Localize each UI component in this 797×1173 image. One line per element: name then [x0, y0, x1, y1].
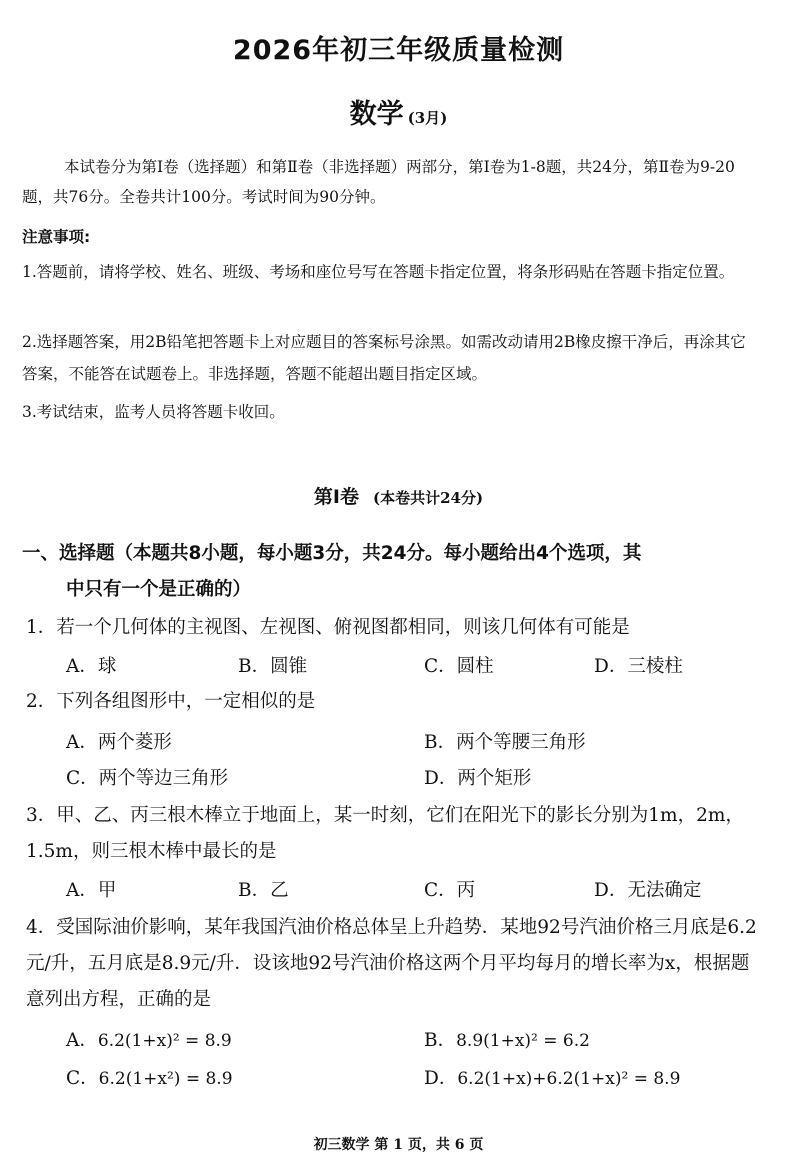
- page-footer: 初三数学 第 1 页，共 6 页: [313, 1137, 484, 1153]
- question-stem: 4．受国际油价影响，某年我国汽油价格总体呈上升趋势．某地92号汽油价格三月底是6.2元/升，五月底是8.9元/升．设该地92号汽油价格这两个月平均每月的增长率为x，根据题意列出方程，正确的是: [26, 917, 757, 1010]
- question-stem: 1．若一个几何体的主视图、左视图、俯视图都相同，则该几何体有可能是: [26, 617, 630, 638]
- option: A．两个菱形: [66, 732, 172, 753]
- option: B．两个等腰三角形: [424, 732, 586, 753]
- option-label: D．: [424, 1068, 458, 1089]
- note-item: 2.选择题答案，用2B铅笔把答题卡上对应题目的答案标号涂黑。如需改动请用2B橡皮擦干净后，再涂其它答案，不能答在试题卷上。非选择题，答题不能超出题目指定区域。: [22, 333, 746, 383]
- option-equation: 8.9(1+x)² = 6.2: [456, 1031, 590, 1051]
- option: C．两个等边三角形: [66, 768, 229, 789]
- option: B．圆锥: [238, 656, 308, 677]
- option-equation: 6.2(1+x)+6.2(1+x)² = 8.9: [457, 1069, 681, 1089]
- part-title: 第Ⅰ卷: [313, 486, 359, 508]
- subject-month: (3月): [407, 109, 448, 127]
- option: D．无法确定: [594, 880, 702, 901]
- option: D．两个矩形: [424, 768, 532, 789]
- option-label: B．: [424, 1030, 457, 1051]
- option-equation: 6.2(1+x)² = 8.9: [97, 1031, 232, 1051]
- notes-heading: 注意事项:: [22, 228, 91, 246]
- section-heading: [22, 536, 762, 608]
- question-stem: 3．甲、乙、丙三根木棒立于地面上，某一时刻，它们在阳光下的影长分别为1m，2m，1.5m，则三根木棒中最长的是: [26, 805, 744, 862]
- option: C．圆柱: [424, 656, 494, 677]
- option-label: C．: [66, 1068, 99, 1089]
- question-stem: 2．下列各组图形中，一定相似的是: [26, 691, 316, 712]
- option: A．甲: [66, 880, 117, 901]
- option: B．乙: [238, 880, 289, 901]
- option: C．丙: [424, 880, 476, 901]
- subject-name: 数学: [349, 99, 404, 130]
- option: [66, 1064, 233, 1090]
- section-line-2: 中只有一个是正确的）: [66, 579, 252, 600]
- option-equation: 6.2(1+x²) = 8.9: [98, 1069, 233, 1089]
- option: [424, 1064, 680, 1090]
- option: [66, 1026, 232, 1052]
- option: [424, 1026, 590, 1052]
- option: D．三棱柱: [594, 656, 683, 677]
- subject-heading: [0, 92, 797, 131]
- exam-title: 2026年初三年级质量检测: [232, 35, 565, 66]
- note-item: 3.考试结束，监考人员将答题卡收回。: [22, 403, 285, 421]
- part-heading: [0, 482, 797, 509]
- note-item: 1.答题前，请将学校、姓名、班级、考场和座位号写在答题卡指定位置，将条形码贴在答题卡指定位置。: [22, 263, 735, 281]
- part-note: (本卷共计24分): [373, 489, 484, 507]
- option: A．球: [66, 656, 117, 677]
- option-label: A．: [66, 1030, 98, 1051]
- section-line-1: 一、选择题（本题共8小题，每小题3分，共24分。每小题给出4个选项，其: [22, 543, 642, 564]
- intro-paragraph: 本试卷分为第Ⅰ卷（选择题）和第Ⅱ卷（非选择题）两部分，第Ⅰ卷为1-8题，共24分，第Ⅱ卷为9-20题，共76分。全卷共计100分。考试时间为90分钟。: [22, 158, 735, 206]
